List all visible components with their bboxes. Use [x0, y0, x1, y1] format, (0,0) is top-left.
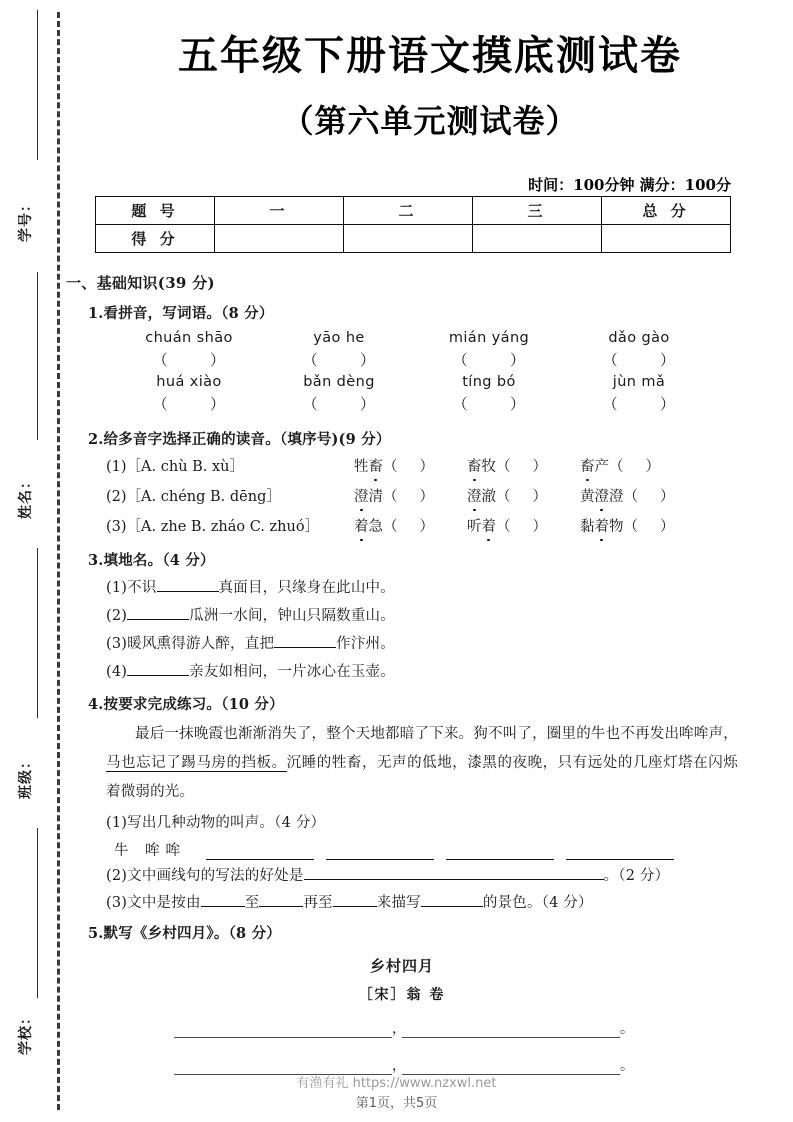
line-prefix: (2) [106, 608, 128, 625]
polyphone-word[interactable]: 畜牧（ ） [467, 455, 580, 476]
emphasis-char: 着 [482, 515, 497, 536]
footer-watermark: 有渔有礼 https://www.nzxwl.net [296, 1076, 497, 1091]
answer-blank[interactable] [333, 891, 377, 907]
line-part-3: 再至 [303, 895, 333, 912]
answer-blank[interactable] [259, 891, 303, 907]
answer-blank[interactable] [566, 845, 674, 860]
question-4-sub-3 [106, 891, 738, 912]
polyphone-row-1 [106, 455, 738, 476]
pinyin-cell [564, 329, 714, 371]
word-suffix: 产 [594, 459, 609, 476]
emphasis-char: 畜 [580, 455, 595, 476]
answer-blank[interactable] [127, 604, 189, 620]
emphasis-char: 着 [354, 515, 369, 536]
score-table-row-header-2: 得 分 [96, 225, 215, 253]
word-suffix: 牧 [481, 459, 496, 476]
pinyin-answer-blank[interactable]: （ ） [602, 350, 676, 369]
word-prefix: 听 [467, 519, 482, 536]
poem-author: ［宋］翁 卷 [358, 987, 446, 1004]
pinyin-answer-blank[interactable]: （ ） [152, 394, 226, 413]
pinyin-text: huá xiào [156, 374, 222, 391]
margin-rule-1 [37, 10, 38, 160]
score-cell-total[interactable] [602, 225, 731, 253]
passage-part-1: 最后一抹晚霞也渐渐消失了，整个天地都暗了下来。狗不叫了，圈里的牛也不再发出哞哞声， [135, 726, 738, 743]
question-3-line-3 [106, 632, 738, 653]
polyphone-options-1: (1)［A. chù B. xù］ [106, 459, 245, 476]
polyphone-word[interactable]: 澄澈（ ） [467, 485, 580, 506]
emphasis-char: 澄 [467, 485, 482, 506]
line-suffix: 真面目，只缘身在此山中。 [218, 580, 395, 597]
table-row-question-numbers [96, 197, 731, 225]
word-prefix: 黄 [580, 489, 595, 506]
line-suffix: 瓜洲一水间，钟山只隔数重山。 [189, 608, 395, 625]
pinyin-text: yāo he [313, 330, 365, 346]
page-title: 五年级下册语文摸底测试卷 [178, 32, 682, 79]
line-prefix: (4) [106, 664, 128, 681]
margin-label-school: 学校： [18, 1010, 34, 1055]
question-2-heading: 2.给多音字选择正确的读音。（填序号)(9 分） [88, 431, 391, 449]
animal-sound-example: 牛 哞哞 [114, 843, 187, 860]
poem-title: 乡村四月 [369, 957, 434, 976]
polyphone-word[interactable]: 黏着物（ ） [580, 515, 715, 536]
score-table-col-1: 一 [215, 197, 344, 225]
question-4-sub-2 [106, 864, 738, 885]
pinyin-answer-blank[interactable]: （ ） [302, 350, 376, 369]
pinyin-answer-blank[interactable]: （ ） [602, 394, 676, 413]
pinyin-answer-blank[interactable]: （ ） [452, 350, 526, 369]
question-4-sub-1-answer-row [114, 839, 738, 860]
poem-comma: ， [392, 1021, 406, 1038]
question-3-line-4 [106, 660, 738, 681]
line-suffix: 亲友如相问，一片冰心在玉壶。 [189, 664, 395, 681]
score-cell-3[interactable] [473, 225, 602, 253]
question-4-passage [106, 720, 738, 807]
polyphone-options-2: (2)［A. chéng B. dēng］ [106, 489, 281, 506]
score-cell-1[interactable] [215, 225, 344, 253]
poem-answer-line-1 [66, 1018, 738, 1038]
poem-comma: ， [392, 1058, 406, 1075]
margin-label-student-id: 学号： [18, 197, 34, 242]
score-cell-2[interactable] [344, 225, 473, 253]
score-table [95, 196, 731, 253]
pinyin-row-2 [114, 373, 738, 415]
answer-blank[interactable] [127, 660, 189, 676]
fold-dashed-line [57, 12, 60, 1110]
margin-label-name: 姓名： [18, 474, 34, 519]
section-heading-basics: 一、基础知识(39 分) [66, 274, 215, 292]
answer-blank[interactable] [157, 576, 219, 592]
answer-blank[interactable] [402, 1024, 620, 1038]
polyphone-word[interactable]: 听着（ ） [467, 515, 580, 536]
margin-rule-3 [37, 548, 38, 718]
score-table-col-3: 三 [473, 197, 602, 225]
polyphone-word[interactable]: 牲畜（ ） [354, 455, 467, 476]
margin-label-class: 班级： [18, 754, 34, 799]
line-prefix: (1)不识 [106, 580, 157, 597]
line-part-1: (3)文中是按由 [106, 895, 201, 912]
question-3-heading: 3.填地名。（4 分） [88, 552, 215, 570]
answer-blank[interactable] [201, 891, 245, 907]
question-5-heading: 5.默写《乡村四月》。（8 分） [88, 925, 281, 943]
emphasis-char: 澄 [595, 485, 610, 506]
line-suffix: 作汴州。 [336, 636, 395, 653]
polyphone-word[interactable]: 黄澄澄（ ） [580, 485, 715, 506]
polyphone-word[interactable]: 畜产（ ） [580, 455, 693, 476]
answer-blank[interactable] [446, 845, 554, 860]
word-suffix: 清 [368, 489, 383, 506]
answer-blank[interactable] [206, 845, 314, 860]
line-part-5: 的景色。（4 分） [482, 895, 593, 912]
answer-blank[interactable] [274, 632, 336, 648]
word-prefix: 黏 [580, 519, 595, 536]
question-3-line-1 [106, 576, 738, 597]
score-table-col-total: 总 分 [602, 197, 731, 225]
word-suffix: 急 [368, 519, 383, 536]
word-suffix: 澄 [609, 489, 624, 506]
line-prefix: (3)暖风熏得游人醉，直把 [106, 636, 275, 653]
pinyin-cell [564, 373, 714, 415]
pinyin-cell [414, 373, 564, 415]
pinyin-text: mián yáng [448, 330, 530, 346]
question-3-line-2 [106, 604, 738, 625]
score-table-col-2: 二 [344, 197, 473, 225]
line-prefix: (2)文中画线句的写法的好处是 [106, 868, 304, 885]
answer-blank[interactable] [421, 891, 483, 907]
line-suffix: 。（2 分） [603, 868, 670, 885]
pinyin-cell [264, 329, 414, 371]
line-part-2: 至 [244, 895, 260, 912]
pinyin-answer-blank[interactable]: （ ） [152, 350, 226, 369]
page-subtitle: （第六单元测试卷） [281, 102, 579, 140]
pinyin-cell [414, 329, 564, 371]
pinyin-text: tíng bó [462, 374, 516, 391]
polyphone-word[interactable]: 澄清（ ） [354, 485, 467, 506]
answer-blank[interactable] [304, 864, 604, 880]
pinyin-text: dǎo gào [608, 330, 670, 346]
score-table-row-header-1: 题 号 [96, 197, 215, 225]
exam-meta-info: 时间：100分钟 满分：100分 [528, 176, 731, 194]
pinyin-cell [264, 373, 414, 415]
pinyin-text: bǎn dèng [303, 374, 375, 391]
answer-blank[interactable] [174, 1024, 392, 1038]
line-part-4: 来描写 [376, 895, 421, 912]
emphasis-char: 澄 [354, 485, 369, 506]
question-1-heading: 1.看拼音，写词语。（8 分） [88, 305, 274, 322]
emphasis-char: 畜 [467, 455, 482, 476]
pinyin-answer-blank[interactable]: （ ） [452, 394, 526, 413]
polyphone-row-3 [106, 515, 738, 536]
pinyin-answer-blank[interactable]: （ ） [302, 394, 376, 413]
poem-period: 。 [620, 1021, 634, 1038]
exam-content [66, 272, 738, 1092]
passage-underlined-sentence: 马也忘记了踢马房的挡板。 [106, 755, 287, 772]
margin-rule-2 [37, 272, 38, 440]
question-4-heading: 4.按要求完成练习。（10 分） [88, 696, 284, 714]
emphasis-char: 畜 [369, 455, 384, 476]
footer-page-number: 第1页，共5页 [355, 1096, 438, 1111]
pinyin-text: chuán shāo [145, 330, 233, 346]
polyphone-options-3: (3)［A. zhe B. zháo C. zhuó］ [106, 519, 320, 536]
pinyin-cell [114, 373, 264, 415]
pinyin-cell [114, 329, 264, 371]
polyphone-word[interactable]: 着急（ ） [354, 515, 467, 536]
word-suffix: 物 [609, 519, 624, 536]
polyphone-row-2 [106, 485, 738, 506]
emphasis-char: 着 [595, 515, 610, 536]
word-suffix: 澈 [481, 489, 496, 506]
margin-rule-4 [37, 828, 38, 998]
word-prefix: 牲 [354, 459, 369, 476]
question-4-sub-1-label: (1)写出几种动物的叫声。（4 分） [106, 815, 326, 832]
table-row-scores [96, 225, 731, 253]
student-info-margin [0, 0, 57, 1122]
passage-part-2: 沉睡的牲畜，无声的低地，漆黑的夜晚，只有远处的几座灯塔在闪烁着微弱的光。 [106, 755, 738, 801]
answer-blank[interactable] [326, 845, 434, 860]
poem-period: 。 [620, 1058, 634, 1075]
pinyin-row-1 [114, 329, 738, 371]
pinyin-text: jùn mǎ [612, 374, 666, 391]
